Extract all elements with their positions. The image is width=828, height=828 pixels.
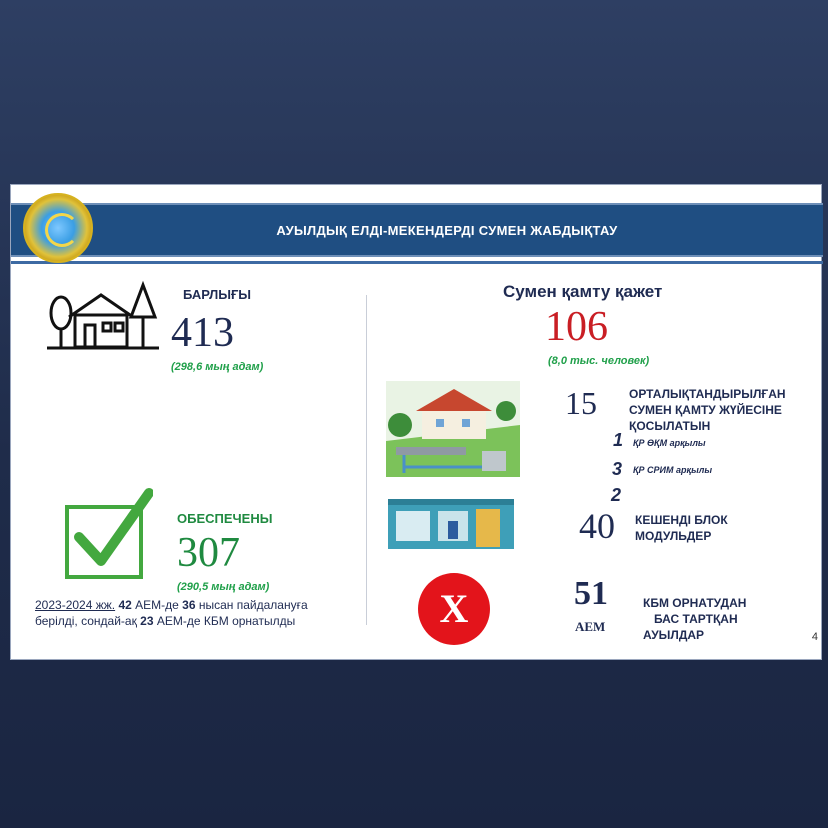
- needed-people: (8,0 тыс. человек): [548, 355, 650, 367]
- central-item1-num: 1: [613, 430, 624, 450]
- central-label-3: ҚОСЫЛАТЫН: [629, 419, 711, 433]
- checkbox-check-icon: [73, 487, 153, 571]
- total-label: БАРЛЫҒЫ: [183, 287, 252, 302]
- block-module-image: [386, 495, 520, 553]
- central-label-1: ОРТАЛЫҚТАНДЫРЫЛҒАН: [629, 387, 786, 401]
- needed-value: 106: [545, 304, 608, 350]
- modules-label-1: КЕШЕНДІ БЛОК: [635, 513, 728, 527]
- refused-label-3: АУЫЛДАР: [643, 628, 705, 642]
- total-people: (298,6 мың адам): [171, 361, 264, 373]
- x-circle-icon: X: [418, 573, 490, 645]
- house-water-pipes-image: [386, 381, 520, 477]
- provided-note-line2: берілді, сондай-ақ 23 АЕМ-де КБМ орнатылды: [35, 614, 296, 628]
- provided-people: (290,5 мың адам): [177, 581, 270, 593]
- column-divider: [366, 295, 367, 625]
- header-strip: [11, 261, 823, 264]
- total-value: 413: [171, 310, 234, 356]
- central-item2-text: ҚР СРИМ арқылы: [633, 465, 713, 475]
- central-label-2: СУМЕН ҚАМТУ ЖҮЙЕСІНЕ: [629, 403, 782, 417]
- central-value: 15: [565, 385, 597, 421]
- modules-value: 40: [579, 506, 615, 546]
- modules-label-2: МОДУЛЬДЕР: [635, 529, 712, 543]
- refused-label-1: КБМ ОРНАТУДАН: [643, 596, 747, 610]
- provided-label: ОБЕСПЕЧЕНЫ: [177, 511, 273, 526]
- refused-label-2: БАС ТАРТҚАН: [654, 612, 738, 626]
- slide: [10, 184, 822, 660]
- central-item2-num: 3: [612, 459, 623, 479]
- emblem-logo: [23, 193, 93, 263]
- needed-title: Сумен қамту қажет: [503, 282, 663, 301]
- page-number: 4: [811, 631, 818, 643]
- central-item1-text: ҚР ӨҚМ арқылы: [633, 438, 706, 448]
- provided-value: 307: [177, 530, 240, 576]
- central-item3-num: 2: [611, 485, 622, 505]
- header-title: АУЫЛДЫҚ ЕЛДІ-МЕКЕНДЕРДІ СУМЕН ЖАБДЫҚТАУ: [276, 223, 618, 238]
- refused-value: 51: [574, 575, 608, 612]
- house-trees-icon: [43, 277, 161, 353]
- provided-note-line1: 2023-2024 жж. 42 АЕМ-де 36 нысан пайдалануға: [35, 598, 308, 612]
- header-bar: [11, 203, 823, 257]
- refused-unit: АЕМ: [575, 619, 606, 634]
